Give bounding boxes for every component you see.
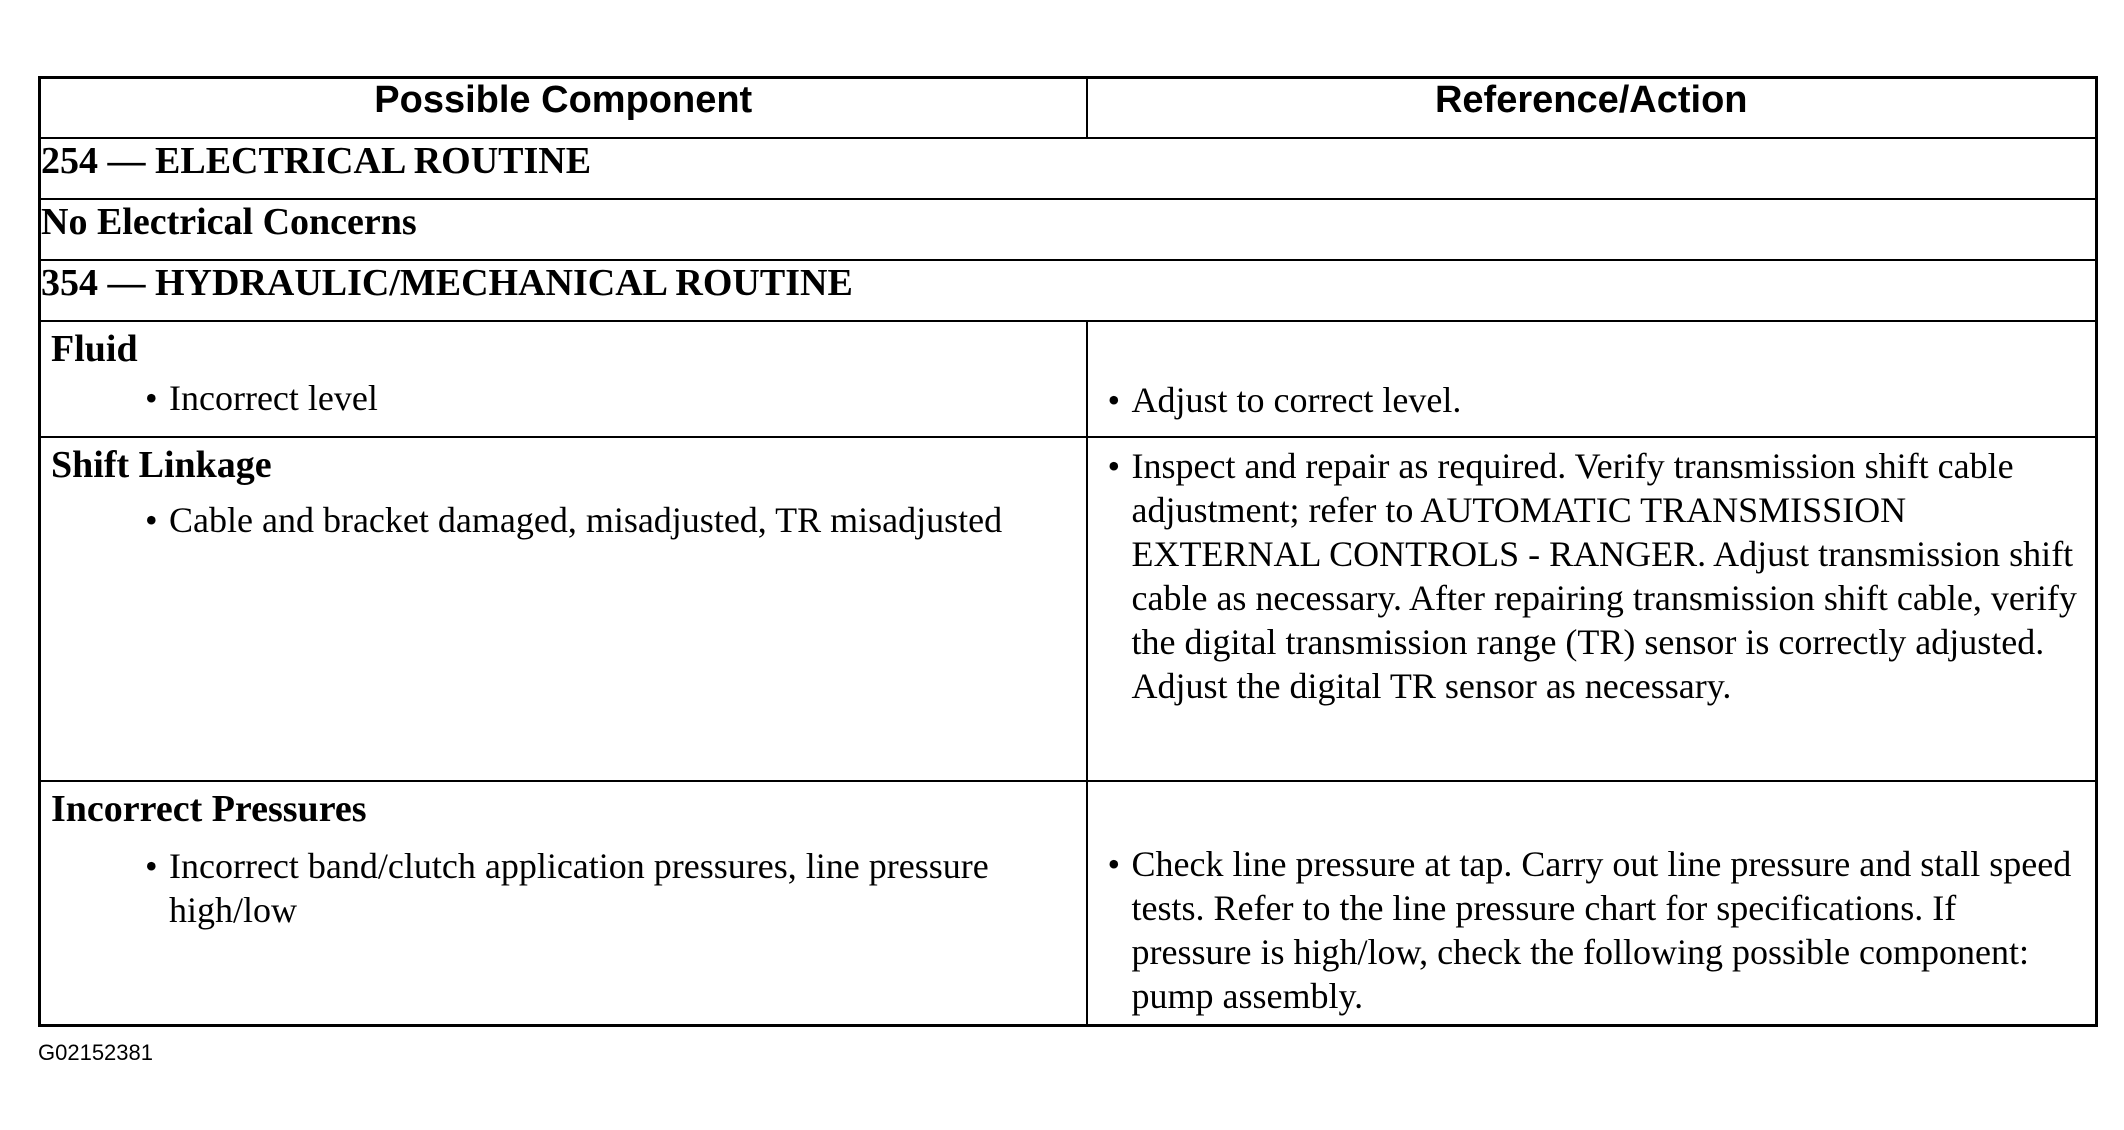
component-title: Shift Linkage: [51, 444, 272, 486]
section-electrical-routine: 254 — ELECTRICAL ROUTINE: [40, 138, 2097, 199]
component-cell-shift-linkage: [40, 437, 1087, 781]
component-title: Incorrect Pressures: [51, 788, 367, 830]
bullet-icon: •: [145, 378, 158, 418]
component-cause-text: Incorrect level: [169, 378, 378, 418]
component-title: Fluid: [51, 328, 138, 370]
component-cause-text: Cable and bracket damaged, misadjusted, TR misadjusted: [169, 500, 1003, 540]
section-row-electrical: [40, 138, 2097, 199]
bullet-icon: •: [1107, 446, 1121, 486]
action-text: Inspect and repair as required. Verify transmission shift cable adjustment; refer to AUTOMATIC TRANSMISSION EXTERNAL CONTROLS - RANGER. Adjust transmission shift cable as necessary. After repairing transmission shift cable, verify the digital transmission range (TR) sensor is correctly adjusted. Adjust the digital TR sensor as necessary.: [1131, 446, 2077, 706]
table-row-shift-linkage: [40, 437, 2097, 781]
diagnostic-table: [38, 76, 2098, 1027]
action-text: Adjust to correct level.: [1131, 380, 1462, 420]
action-cell-shift-linkage: [1087, 437, 2097, 781]
figure-id-caption: G02152381: [38, 1040, 153, 1065]
action-cell-fluid: [1087, 321, 2097, 437]
action-item: [1088, 444, 2096, 708]
component-cause-item: [41, 844, 1086, 932]
bullet-icon: •: [1107, 844, 1121, 884]
action-text: Check line pressure at tap. Carry out line pressure and stall speed tests. Refer to the line pressure chart for specifications. If pressure is high/low, check the following possible component: pump assembly.: [1131, 844, 2072, 1016]
component-cell-incorrect-pressures: [40, 781, 1087, 1025]
header-row: [40, 78, 2097, 139]
bullet-icon: •: [1107, 380, 1121, 420]
action-item: [1088, 378, 2096, 422]
component-cell-fluid: [40, 321, 1087, 437]
component-cause-item: [41, 376, 1086, 420]
header-possible-component: Possible Component: [40, 78, 1087, 139]
section-no-electrical-concerns: No Electrical Concerns: [40, 199, 2097, 260]
component-cause-text: Incorrect band/clutch application pressures, line pressure high/low: [169, 846, 989, 930]
bullet-icon: •: [145, 846, 158, 886]
component-cause-item: [41, 498, 1086, 542]
section-hydraulic-mechanical-routine: 354 — HYDRAULIC/MECHANICAL ROUTINE: [40, 260, 2097, 321]
action-cell-incorrect-pressures: [1087, 781, 2097, 1025]
header-reference-action: Reference/Action: [1087, 78, 2097, 139]
action-item: [1088, 842, 2096, 1018]
section-row-no-concerns: [40, 199, 2097, 260]
table-row-fluid: [40, 321, 2097, 437]
table-row-incorrect-pressures: [40, 781, 2097, 1025]
bullet-icon: •: [145, 500, 158, 540]
section-row-hydraulic: [40, 260, 2097, 321]
